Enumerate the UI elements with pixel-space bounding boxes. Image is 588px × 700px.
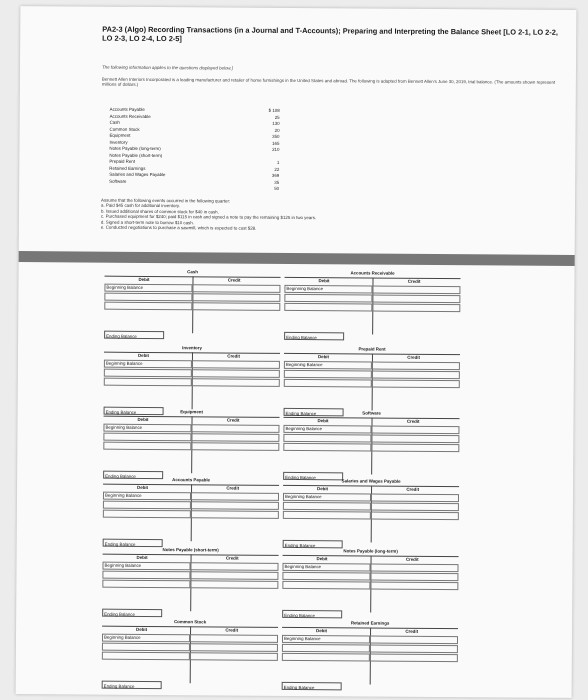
beginning-balance-label: Beginning Balance <box>283 635 321 642</box>
beginning-balance-label: Beginning Balance <box>106 284 144 290</box>
debit-entry-field[interactable] <box>284 303 372 312</box>
beginning-balance-label: Beginning Balance <box>285 425 323 432</box>
credit-entry-field[interactable] <box>190 580 278 589</box>
credit-entry-field[interactable] <box>371 512 459 521</box>
debit-entry-field[interactable] <box>104 369 192 378</box>
credit-entry-field[interactable] <box>190 643 278 652</box>
account-amount: 22 <box>274 166 280 172</box>
debit-label: Debit <box>136 554 148 560</box>
credit-entry-field[interactable] <box>192 369 280 378</box>
account-name: Software <box>109 178 127 184</box>
ending-balance-label: Ending Balance <box>284 612 315 619</box>
assumptions-intro: Assume that the following events occurred in the following quarter: <box>101 197 231 204</box>
account-amount: 165 <box>272 140 280 146</box>
beginning-balance-credit-field[interactable] <box>371 494 459 503</box>
intro-note: The following information applies to the questions displayed below.] <box>101 64 233 71</box>
beginning-balance-debit-field[interactable] <box>284 285 372 294</box>
credit-label: Credit <box>405 556 419 562</box>
assumptions <box>101 198 561 234</box>
credit-label: Credit <box>407 354 420 360</box>
debit-entry-field[interactable] <box>103 501 191 510</box>
worksheet-page <box>16 6 577 698</box>
beginning-balance-credit-field[interactable] <box>191 492 279 501</box>
t-account-title: Software <box>362 410 381 416</box>
t-account-title: Accounts Payable <box>172 477 211 483</box>
beginning-balance-credit-field[interactable] <box>191 424 279 433</box>
assumption-b: b. Issued additional shares of common stock for $40 in cash. <box>100 208 219 215</box>
credit-entry-field[interactable] <box>192 378 280 387</box>
t-account-title: Salaries and Wages Payable <box>341 478 401 484</box>
ending-balance-label: Ending Balance <box>283 684 315 691</box>
ending-balance-label: Ending Balance <box>285 474 316 481</box>
debit-entry-field[interactable] <box>104 378 192 387</box>
beginning-balance-label: Beginning Balance <box>105 424 143 430</box>
t-account <box>103 477 279 548</box>
debit-label: Debit <box>317 354 329 360</box>
debit-label: Debit <box>316 628 328 634</box>
t-account <box>102 619 278 690</box>
account-amount: 369 <box>271 172 280 178</box>
beginning-balance-debit-field[interactable] <box>102 634 190 643</box>
credit-entry-field[interactable] <box>370 654 458 663</box>
credit-entry-field[interactable] <box>372 295 460 304</box>
ending-balance-label: Ending Balance <box>106 333 137 339</box>
account-amount: 130 <box>272 120 280 126</box>
account-name: Inventory <box>109 139 128 145</box>
debit-entry-field[interactable] <box>104 293 192 302</box>
debit-entry-field[interactable] <box>282 581 370 590</box>
beginning-balance-debit-field[interactable] <box>104 360 192 369</box>
t-account <box>103 409 279 480</box>
debit-label: Debit <box>138 276 150 282</box>
debit-entry-field[interactable] <box>103 510 191 519</box>
credit-label: Credit <box>406 486 420 492</box>
debit-label: Debit <box>318 278 330 284</box>
beginning-balance-debit-field[interactable] <box>104 284 192 293</box>
beginning-balance-debit-field[interactable] <box>103 424 191 433</box>
debit-entry-field[interactable] <box>282 644 370 653</box>
account-amount: $ 108 <box>268 107 280 113</box>
credit-entry-field[interactable] <box>191 442 279 451</box>
ending-balance-label: Ending Balance <box>284 542 316 549</box>
debit-label: Debit <box>137 352 149 358</box>
credit-label: Credit <box>226 485 240 491</box>
beginning-balance-credit-field[interactable] <box>190 562 278 571</box>
account-amount: 350 <box>272 133 280 139</box>
debit-label: Debit <box>317 486 329 492</box>
beginning-balance-debit-field[interactable] <box>282 635 370 644</box>
beginning-balance-credit-field[interactable] <box>192 284 280 293</box>
ending-balance-label: Ending Balance <box>103 683 135 689</box>
credit-entry-field[interactable] <box>190 652 278 661</box>
debit-entry-field[interactable] <box>102 580 190 589</box>
debit-entry-field[interactable] <box>283 502 371 511</box>
credit-entry-field[interactable] <box>372 304 460 313</box>
debit-entry-field[interactable] <box>102 643 190 652</box>
account-amount: 25 <box>274 114 280 120</box>
debit-entry-field[interactable] <box>283 434 371 443</box>
trial-balance-row <box>109 185 279 193</box>
credit-label: Credit <box>227 277 241 283</box>
account-name: Common Stock <box>109 126 140 132</box>
t-account-title: Cash <box>187 269 198 275</box>
t-account-title: Inventory <box>182 345 202 351</box>
assumption-e: e. Conducted negotiations to purchase a sawmill, which is expected to cost $28. <box>100 224 257 231</box>
account-name: Notes Payable (long-term) <box>109 145 161 152</box>
credit-entry-field[interactable] <box>370 573 458 582</box>
credit-entry-field[interactable] <box>371 503 459 512</box>
beginning-balance-label: Beginning Balance <box>103 634 141 640</box>
t-account <box>104 345 280 416</box>
ending-balance-label: Ending Balance <box>104 541 136 547</box>
t-account <box>282 548 458 619</box>
account-name: Salaries and Wages Payable <box>109 171 166 178</box>
debit-entry-field[interactable] <box>284 379 372 388</box>
problem-title: PA2-3 (Algo) Recording Transactions (in a Journal and T-Accounts); Preparing and Interpreting the Balance Sheet [LO 2-1, LO 2-2, LO 2-3, LO 2-4, LO 2-5] <box>102 24 558 44</box>
t-account <box>282 620 458 691</box>
trial-balance-table <box>109 107 280 193</box>
t-account-title: Equipment <box>180 409 203 415</box>
beginning-balance-label: Beginning Balance <box>286 285 324 292</box>
credit-entry-field[interactable] <box>190 571 278 580</box>
beginning-balance-credit-field[interactable] <box>370 636 458 645</box>
beginning-balance-label: Beginning Balance <box>285 361 323 368</box>
beginning-balance-credit-field[interactable] <box>371 426 459 435</box>
beginning-balance-credit-field[interactable] <box>190 634 278 643</box>
t-account <box>284 270 460 341</box>
account-name: Cash <box>109 119 120 125</box>
credit-entry-field[interactable] <box>371 444 459 453</box>
beginning-balance-credit-field[interactable] <box>372 362 460 371</box>
credit-entry-field[interactable] <box>191 501 279 510</box>
debit-entry-field[interactable] <box>284 370 372 379</box>
debit-entry-field[interactable] <box>103 442 191 451</box>
debit-label: Debit <box>137 484 149 490</box>
beginning-balance-label: Beginning Balance <box>284 493 322 500</box>
account-name: Retained Earnings <box>109 165 146 171</box>
beginning-balance-label: Beginning Balance <box>104 492 142 498</box>
debit-entry-field[interactable] <box>282 653 370 662</box>
beginning-balance-debit-field[interactable] <box>103 492 191 501</box>
t-account-title: Accounts Receivable <box>350 270 395 276</box>
t-account-title: Notes Payable (long-term) <box>343 548 398 554</box>
credit-entry-field[interactable] <box>372 371 460 380</box>
debit-entry-field[interactable] <box>283 443 371 452</box>
debit-entry-field[interactable] <box>284 294 372 303</box>
assumption-c: c. Purchased equipment for $240; paid $115 in cash and signed a note to pay the remaining $125 in two years. <box>100 213 317 221</box>
credit-label: Credit <box>225 627 239 633</box>
account-amount: 35 <box>274 179 280 185</box>
debit-entry-field[interactable] <box>103 433 191 442</box>
account-name: Equipment <box>109 132 131 138</box>
t-account-title: Retained Earnings <box>350 620 390 626</box>
t-account <box>284 346 460 417</box>
t-account <box>102 547 278 618</box>
credit-label: Credit <box>225 555 239 561</box>
ending-balance-label: Ending Balance <box>285 410 317 417</box>
assumption-d: d. Signed a short-term note to borrow $10 cash. <box>100 219 194 225</box>
debit-label: Debit <box>317 418 329 424</box>
beginning-balance-debit-field[interactable] <box>102 562 190 571</box>
credit-label: Credit <box>406 418 420 424</box>
problem-paragraph: Bennett Allen Interiors Incorporated is a leading manufacturer and retailer of home furnishings in the United States and abroad. The following is adapted from Bennett Allen's June 30, 2019, trial balance. (The amounts shown represent millions of dollars.) <box>101 76 556 88</box>
credit-label: Credit <box>227 353 240 359</box>
credit-label: Credit <box>405 628 419 634</box>
beginning-balance-credit-field[interactable] <box>192 360 280 369</box>
beginning-balance-label: Beginning Balance <box>105 360 143 366</box>
t-account-title: Common Stock <box>173 619 207 625</box>
credit-label: Credit <box>226 417 240 423</box>
debit-entry-field[interactable] <box>283 511 371 520</box>
account-name: Notes Payable (short-term) <box>109 152 163 158</box>
debit-entry-field[interactable] <box>282 572 370 581</box>
debit-label: Debit <box>136 626 148 632</box>
section-divider <box>19 251 575 266</box>
account-name: Accounts Receivable <box>109 113 151 119</box>
t-account <box>283 410 459 481</box>
credit-entry-field[interactable] <box>191 510 279 519</box>
beginning-balance-label: Beginning Balance <box>284 563 322 570</box>
ending-balance-label: Ending Balance <box>104 611 135 617</box>
account-amount: 1 <box>276 159 280 165</box>
ending-balance-label: Ending Balance <box>286 334 317 341</box>
beginning-balance-debit-field[interactable] <box>282 563 370 572</box>
debit-entry-field[interactable] <box>104 302 192 311</box>
beginning-balance-credit-field[interactable] <box>370 564 458 573</box>
assumption-a: a. Paid $45 cash for additional inventory. <box>101 203 181 209</box>
t-account-title: Prepaid Rent <box>358 346 386 352</box>
t-account <box>283 478 459 549</box>
credit-entry-field[interactable] <box>372 380 460 389</box>
account-amount: 50 <box>274 185 280 191</box>
beginning-balance-debit-field[interactable] <box>284 361 372 370</box>
credit-entry-field[interactable] <box>370 582 458 591</box>
debit-entry-field[interactable] <box>102 571 190 580</box>
credit-entry-field[interactable] <box>192 302 280 311</box>
t-account-title: Notes Payable (short-term) <box>162 547 219 553</box>
credit-entry-field[interactable] <box>371 435 459 444</box>
t-account <box>104 269 280 340</box>
account-name: Prepaid Rent <box>109 158 135 164</box>
credit-entry-field[interactable] <box>370 645 458 654</box>
credit-entry-field[interactable] <box>191 433 279 442</box>
beginning-balance-label: Beginning Balance <box>104 562 142 568</box>
ending-balance-label: Ending Balance <box>105 409 137 415</box>
beginning-balance-debit-field[interactable] <box>283 425 371 434</box>
beginning-balance-credit-field[interactable] <box>372 286 460 295</box>
account-amount: 20 <box>274 127 280 133</box>
debit-label: Debit <box>137 416 149 422</box>
credit-label: Credit <box>407 278 421 284</box>
beginning-balance-debit-field[interactable] <box>283 493 371 502</box>
debit-label: Debit <box>316 556 328 562</box>
debit-entry-field[interactable] <box>102 652 190 661</box>
account-amount: 210 <box>272 146 280 152</box>
ending-balance-label: Ending Balance <box>105 473 136 479</box>
account-name: Accounts Payable <box>109 106 145 112</box>
credit-entry-field[interactable] <box>192 293 280 302</box>
